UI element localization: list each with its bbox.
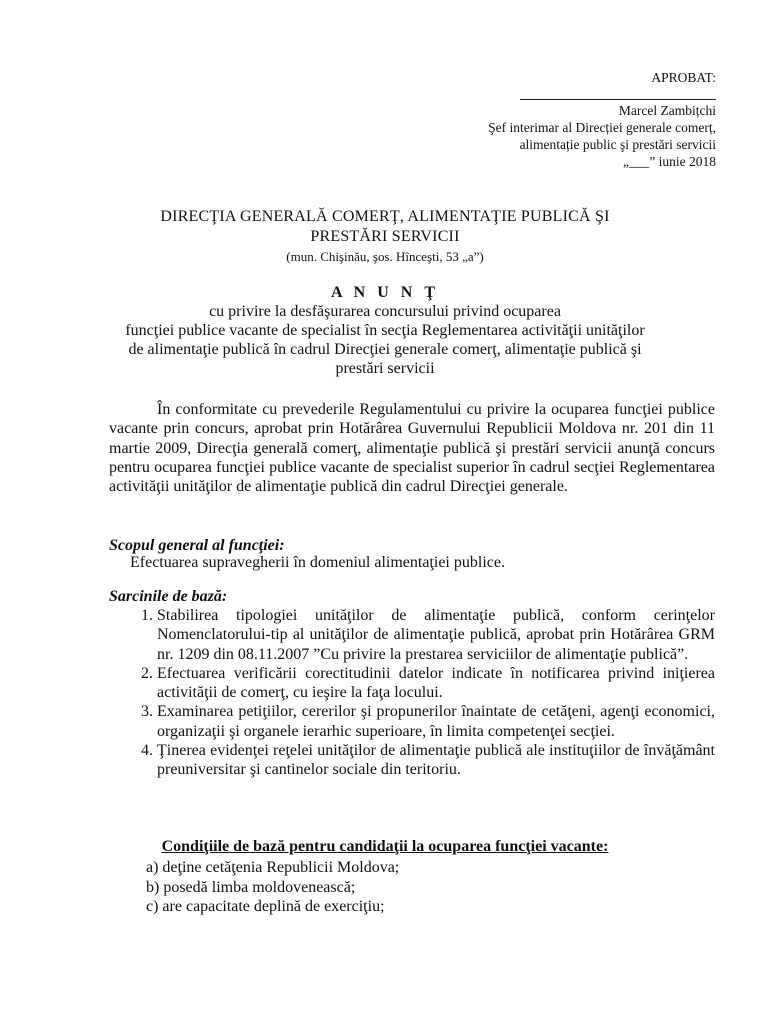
intro-paragraph: În conformitate cu prevederile Regulamentului cu privire la ocuparea funcţiei publice vacante prin concurs, aprobat prin Hotărârea Guvernului Republicii Moldova nr. 201 din 11 martie 2009, Direcţia generală comerţ, alimentaţie publică şi prestări servicii anunţă concurs pentru ocuparea funcţiei publice vacante de specialist superior în cadrul secţiei Reglementarea activităţii unităţilor de alimentaţie publică din cadrul Direcţiei generale. [109,401,715,496]
announcement-title: A N U N Ţ [330,284,439,301]
condition-item: a) deţine cetăţenia Republicii Moldova; [146,859,400,876]
approval-name: Marcel Zambițchi [618,103,716,118]
announcement-subtitle [0,302,770,378]
institution-title-line1: DIRECŢIA GENERALĂ COMERŢ, ALIMENTAŢIE PUBLICĂ ŞI [160,208,610,225]
institution-address: (mun. Chişinău, şos. Hînceşti, 53 „a”) [286,249,484,264]
task-item: 4. Ţinerea evidenţei reţelei unităţilor de alimentaţie publică ale instituţiilor de învăţământ preuniversitar şi cantinelor sociale din teritoriu. [157,741,715,780]
conditions-list [146,858,399,917]
announcement-subtitle-line2: funcţiei publice vacante de specialist în secţia Reglementarea activităţii unităţilor [125,322,645,339]
purpose-text: Efectuarea supravegherii în domeniul alimentaţiei publice. [130,554,505,571]
task-item: 2. Efectuarea verificării corectitudinii datelor indicate în notificarea privind iniţierea activităţii de comerţ, cu ieşire la faţa locului. [157,664,715,703]
announcement-subtitle-line3: de alimentaţie publică în cadrul Direcţiei generale comerţ, alimentaţie publică şi [128,341,642,358]
signature-line [520,99,716,100]
condition-item: b) posedă limba moldovenească; [146,878,356,896]
task-item: 1. Stabilirea tipologiei unităţilor de alimentaţie publică, conform cerinţelor Nomenclatorului-tip al unităţilor de alimentaţie publică, aprobat prin Hotărârea GRM nr. 1209 din 08.11.2007 ”Cu privire la prestarea serviciilor de alimentaţie publică”. [157,606,715,664]
condition-item: c) are capacitate deplină de exerciţiu; [146,898,385,915]
announcement-subtitle-line4: prestări servicii [335,360,435,377]
institution-title [0,207,770,247]
approval-label: APROBAT: [651,70,716,85]
conditions-heading: Condiţiile de bază pentru candidaţii la ocuparea funcţiei vacante: [161,838,609,855]
approval-role-line2: alimentație public şi prestări servicii [519,137,716,152]
tasks-heading: Sarcinile de bază: [109,588,228,605]
purpose-heading: Scopul general al funcţiei: [109,537,285,554]
tasks-list [109,606,715,780]
institution-title-line2: PRESTĂRI SERVICII [310,228,460,245]
task-item: 3. Examinarea petiţiilor, cererilor şi propunerilor înaintate de cetăţeni, agenţi economici, organizaţii şi organele ierarhic superioare, în limita competenţei secţiei. [157,702,715,741]
announcement-subtitle-line1: cu privire la desfăşurarea concursului privind ocuparea [209,303,561,320]
approval-role-line1: Şef interimar al Direcției generale comerț, [488,120,716,135]
approval-date: „___” iunie 2018 [623,154,716,169]
